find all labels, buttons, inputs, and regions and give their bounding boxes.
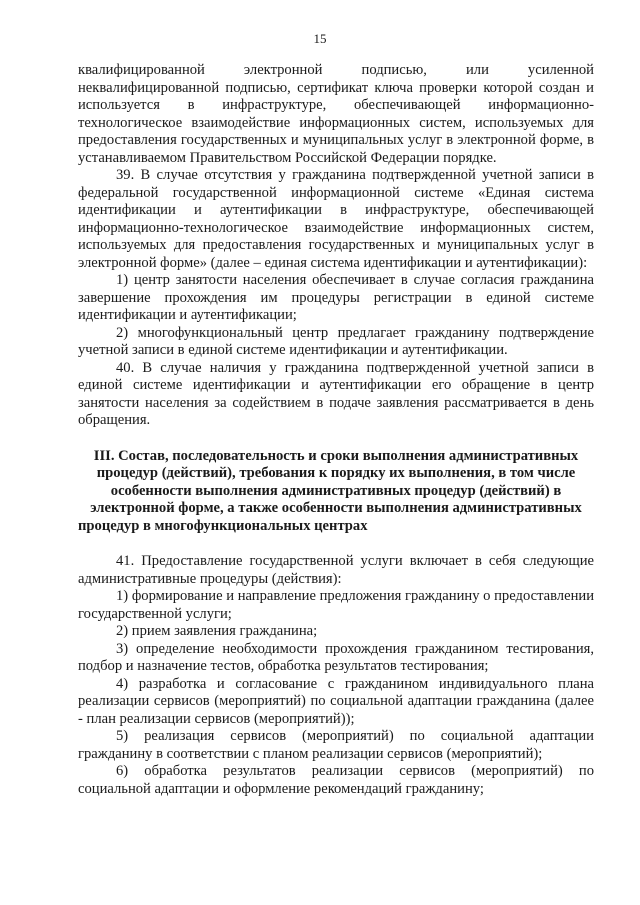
paragraph-continuation: квалифицированной электронной подписью, или усиленной неквалифицированной подписью, сертификат ключа проверки которой создан и используется в инфраструктуре, обеспечивающей информационно-технологическое взаимодействие информационных систем, используемых для предоставления государственных и муниципальных услуг в электронной форме, в устанавливаемом Правительством Российской Федерации порядке. <box>78 62 594 166</box>
paragraph-41: 41. Предоставление государственной услуги включает в себя следующие административные процедуры (действия): <box>78 553 594 587</box>
paragraph-41-item-2: 2) прием заявления гражданина; <box>116 623 318 639</box>
paragraph-41-item-4: 4) разработка и согласование с гражданином индивидуального плана реализации сервисов (мероприятий) по социальной адаптации гражданина (далее - план реализации сервисов (мероприятий)); <box>78 675 594 727</box>
page-number: 15 <box>313 31 327 46</box>
section-heading: III. Состав, последовательность и сроки выполнения административных процедур (действий), требования к порядку их выполнения, в том числе особенности выполнения административных процедур (действий) в электронной форме, а также особенности выполнения административных процедур в многофункциональных центрах <box>78 447 582 534</box>
paragraph-39: 39. В случае отсутствия у гражданина подтвержденной учетной записи в федеральной государственной информационной системе «Единая система идентификации и аутентификации в инфраструктуре, обеспечивающей информационно-технологическое взаимодействие информационных систем, используемых для предоставления государственных и муниципальных услуг в электронной форме» (далее – единая система идентификации и аутентификации): <box>78 167 594 271</box>
paragraph-41-item-6: 6) обработка результатов реализации сервисов (мероприятий) по социальной адаптации и оформление рекомендаций гражданину; <box>78 763 594 797</box>
paragraph-41-item-3: 3) определение необходимости прохождения гражданином тестирования, подбор и назначение тестов, обработка результатов тестирования; <box>78 640 594 674</box>
document-body <box>78 62 594 798</box>
paragraph-39-item-1: 1) центр занятости населения обеспечивает в случае согласия гражданина завершение прохождения им процедуры регистрации в единой системе идентификации и аутентификации; <box>78 272 594 323</box>
paragraph-41-item-5: 5) реализация сервисов (мероприятий) по социальной адаптации гражданину в соответствии с планом реализации сервисов (мероприятий); <box>78 728 594 762</box>
paragraph-41-item-1: 1) формирование и направление предложения гражданину о предоставлении государственной услуги; <box>78 588 594 622</box>
paragraph-39-item-2: 2) многофункциональный центр предлагает гражданину подтверждение учетной записи в единой системе идентификации и аутентификации. <box>78 324 594 358</box>
paragraph-40: 40. В случае наличия у гражданина подтвержденной учетной записи в единой системе идентификации и аутентификации его обращение в центр занятости населения за содействием в подаче заявления рассматривается в день обращения. <box>78 359 594 428</box>
